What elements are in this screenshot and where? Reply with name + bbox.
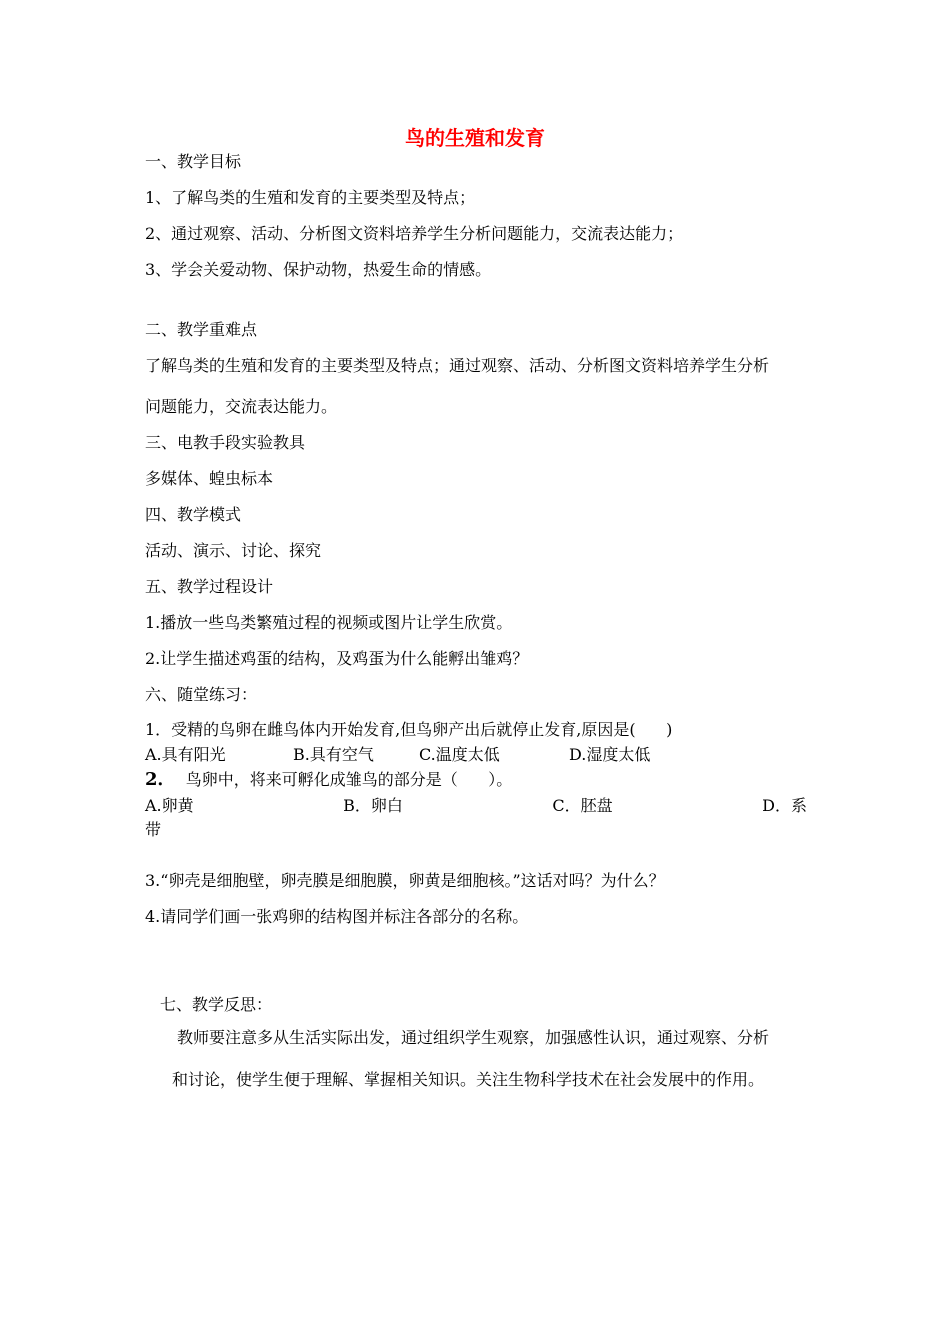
question-1-option-d: D.湿度太低 bbox=[569, 745, 651, 764]
question-1-option-a: A.具有阳光 bbox=[145, 745, 226, 764]
section-heading-reflection: 七、教学反思： bbox=[160, 995, 273, 1014]
section-heading-process: 五、教学过程设计 bbox=[145, 577, 274, 596]
question-2-option-a: A.卵黄 bbox=[145, 796, 194, 815]
question-2-stem: 鸟卵中，将来可孵化成雏鸟的部分是（ ）。 bbox=[175, 770, 513, 789]
objective-item-3: 3、学会关爱动物、保护动物，热爱生命的情感。 bbox=[145, 260, 492, 279]
reflection-line-1: 教师要注意多从生活实际出发，通过组织学生观察，加强感性认识，通过观察、分析 bbox=[177, 1028, 770, 1047]
section-heading-teaching-mode: 四、教学模式 bbox=[145, 505, 242, 524]
section-heading-equipment: 三、电教手段实验教具 bbox=[145, 433, 306, 452]
question-1-stem: 1．受精的鸟卵在雌鸟体内开始发育,但鸟卵产出后就停止发育,原因是( ) bbox=[145, 720, 673, 739]
question-2-stem-line bbox=[145, 770, 512, 790]
question-1-option-b: B.具有空气 bbox=[293, 745, 374, 764]
reflection-line-2: 和讨论，使学生便于理解、掌握相关知识。关注生物科学技术在社会发展中的作用。 bbox=[172, 1070, 765, 1089]
section-heading-exercises: 六、随堂练习： bbox=[145, 685, 258, 704]
document-title: 鸟的生殖和发育 bbox=[405, 126, 545, 150]
objective-item-2: 2、通过观察、活动、分析图文资料培养学生分析问题能力，交流表达能力； bbox=[145, 224, 684, 243]
question-4: 4.请同学们画一张鸡卵的结构图并标注各部分的名称。 bbox=[145, 907, 529, 926]
key-points-text-line-2: 问题能力，交流表达能力。 bbox=[145, 397, 338, 416]
section-heading-key-points: 二、教学重难点 bbox=[145, 320, 258, 339]
equipment-text: 多媒体、蝗虫标本 bbox=[145, 469, 274, 488]
question-2-option-d-wrap: 带 bbox=[145, 820, 162, 839]
question-2-option-d: D．系 bbox=[762, 796, 807, 815]
teaching-mode-text: 活动、演示、讨论、探究 bbox=[145, 541, 322, 560]
key-points-text-line-1: 了解鸟类的生殖和发育的主要类型及特点；通过观察、活动、分析图文资料培养学生分析 bbox=[145, 356, 770, 375]
question-2-options bbox=[145, 796, 807, 816]
process-item-2: 2.让学生描述鸡蛋的结构，及鸡蛋为什么能孵出雏鸡？ bbox=[145, 649, 529, 668]
section-heading-objectives: 一、教学目标 bbox=[145, 152, 242, 171]
question-2-number: 2． bbox=[145, 769, 176, 790]
process-item-1: 1.播放一些鸟类繁殖过程的视频或图片让学生欣赏。 bbox=[145, 613, 513, 632]
objective-item-1: 1、了解鸟类的生殖和发育的主要类型及特点； bbox=[145, 188, 476, 207]
question-3: 3.“卵壳是细胞壁，卵壳膜是细胞膜，卵黄是细胞核。”这话对吗？为什么？ bbox=[145, 871, 665, 890]
question-2-option-c: C．胚盘 bbox=[552, 796, 613, 815]
question-1-option-c: C.温度太低 bbox=[419, 745, 500, 764]
question-2-option-b: B．卵白 bbox=[343, 796, 403, 815]
